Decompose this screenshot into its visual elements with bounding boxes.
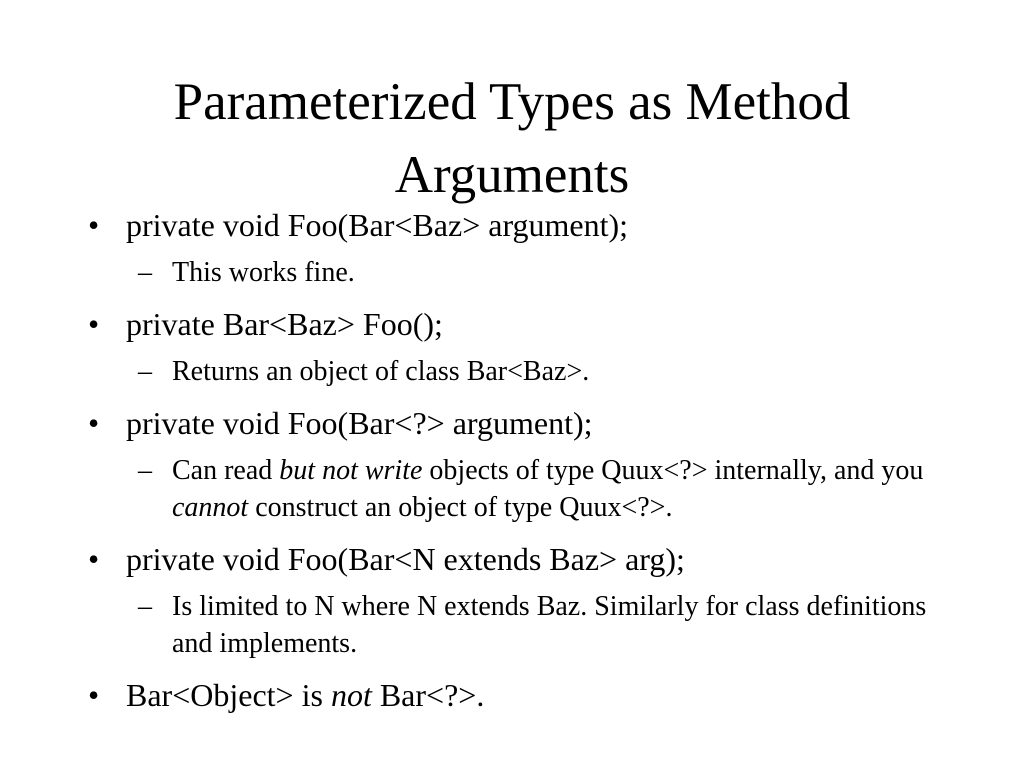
- bullet-text: private void Foo(Bar<N extends Baz> arg);: [126, 541, 685, 577]
- dash-icon: –: [138, 591, 152, 622]
- emphasis-text: but not write: [279, 455, 423, 486]
- emphasis-text: not: [330, 677, 372, 713]
- sub-bullet-text: Returns an object of class Bar<Baz>.: [172, 356, 590, 387]
- dash-icon: –: [138, 455, 152, 486]
- bullet-item: [88, 404, 968, 442]
- sub-bullet-item: [88, 353, 968, 390]
- bullet-list: [88, 206, 968, 714]
- sub-bullet-item: [88, 254, 968, 291]
- bullet-icon: •: [88, 306, 100, 342]
- sub-bullet-text: Can read but not write objects of type Quux<?> internally, and you cannot construct an object of type Quux<?>.: [172, 455, 924, 523]
- bullet-text: private void Foo(Bar<Baz> argument);: [126, 207, 629, 243]
- bullet-icon: •: [88, 541, 100, 577]
- sub-bullet-item: [88, 452, 968, 526]
- sub-bullet-item: [88, 588, 968, 662]
- sub-bullet-text: Is limited to N where N extends Baz. Similarly for class definitions and implements.: [172, 591, 927, 659]
- emphasis-text: cannot: [172, 492, 249, 523]
- bullet-text: Bar<Object> is not Bar<?>.: [126, 677, 485, 713]
- bullet-icon: •: [88, 677, 100, 713]
- dash-icon: –: [138, 257, 152, 288]
- bullet-text: private void Foo(Bar<?> argument);: [126, 405, 593, 441]
- sub-bullet-text: This works fine.: [172, 257, 355, 288]
- bullet-text: private Bar<Baz> Foo();: [126, 306, 443, 342]
- bullet-icon: •: [88, 207, 100, 243]
- bullet-item: [88, 206, 968, 244]
- bullet-icon: •: [88, 405, 100, 441]
- bullet-item: [88, 676, 968, 714]
- bullet-item: [88, 305, 968, 343]
- slide-title: Parameterized Types as Method Arguments: [173, 73, 851, 204]
- bullet-item: [88, 540, 968, 578]
- dash-icon: –: [138, 356, 152, 387]
